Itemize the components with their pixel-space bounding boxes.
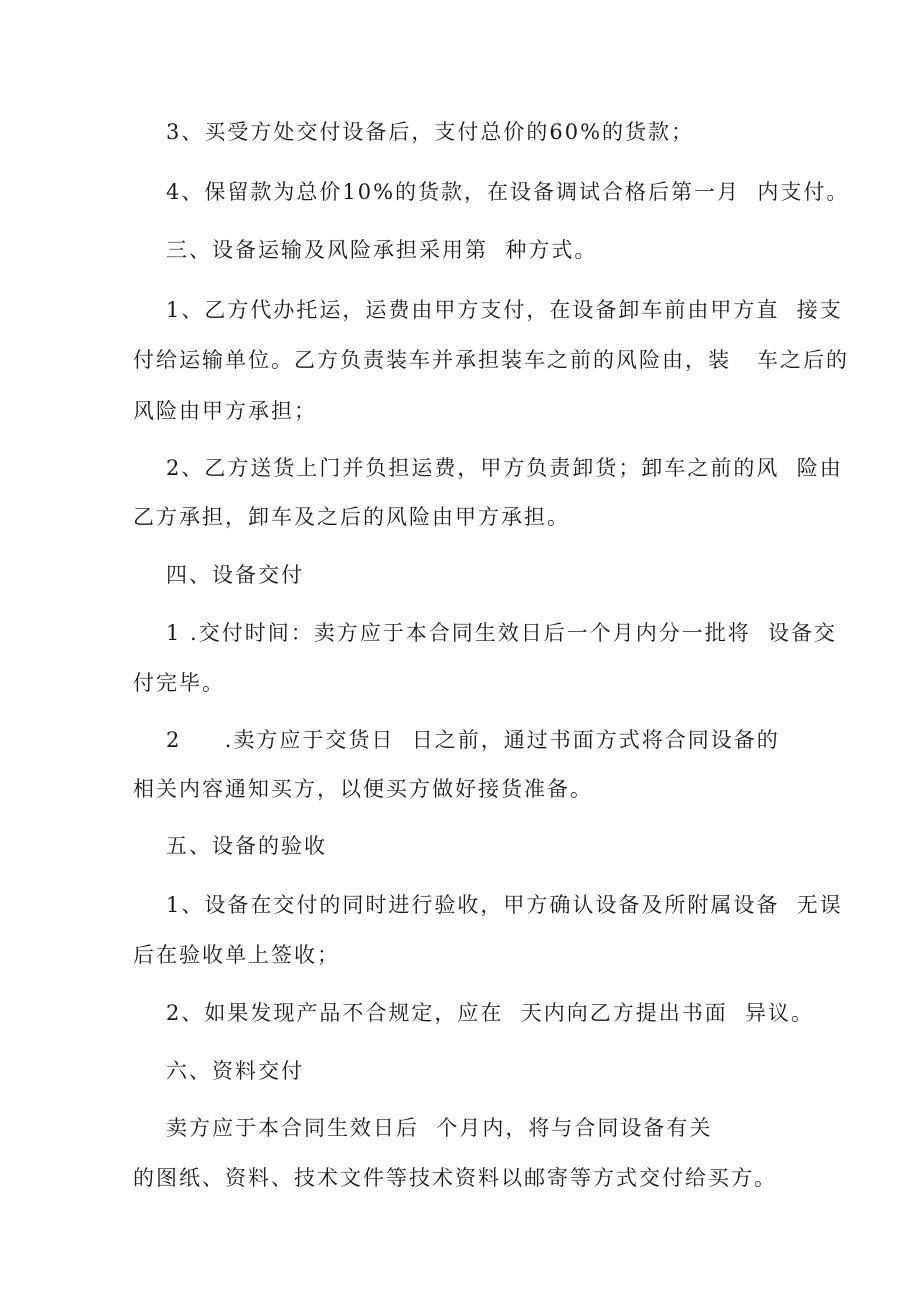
clause-delivery-1-line-2: 付完毕。 bbox=[133, 671, 225, 695]
clause-delivery-2-line-2: 相关内容通知买方，以便买方做好接货准备。 bbox=[133, 777, 593, 801]
clause-payment-4: 4、保留款为总价10%的货款，在设备调试合格后第一月 内支付。 bbox=[166, 180, 850, 204]
clause-transport-2-line-1: 2、乙方送货上门并负担运费，甲方负责卸货；卸车之前的风 险由 bbox=[166, 456, 843, 480]
clause-documents-line-1: 卖方应于本合同生效日后 个月内，将与合同设备有关 bbox=[166, 1116, 713, 1140]
section-6-heading: 六、资料交付 bbox=[166, 1059, 304, 1083]
clause-payment-3: 3、买受方处交付设备后，支付总价的60%的货款； bbox=[166, 120, 695, 144]
clause-transport-1-line-2: 付给运输单位。乙方负责装车并承担装车之前的风险由，装 车之后的 bbox=[133, 348, 850, 372]
section-4-heading: 四、设备交付 bbox=[166, 563, 304, 587]
clause-delivery-2-line-1: 2 .卖方应于交货日 日之前，通过书面方式将合同设备的 bbox=[166, 728, 780, 752]
clause-transport-2-line-2: 乙方承担，卸车及之后的风险由甲方承担。 bbox=[133, 505, 570, 529]
clause-transport-1-line-1: 1、乙方代办托运，运费由甲方支付，在设备卸车前由甲方直 接支 bbox=[166, 298, 843, 322]
clause-transport-1-line-3: 风险由甲方承担； bbox=[133, 399, 317, 423]
section-3-heading: 三、设备运输及风险承担采用第 种方式。 bbox=[166, 238, 598, 262]
clause-documents-line-2: 的图纸、资料、技术文件等技术资料以邮寄等方式交付给买方。 bbox=[133, 1166, 777, 1190]
clause-delivery-1-line-1: 1 .交付时间：卖方应于本合同生效日后一个月内分一批将 设备交 bbox=[166, 621, 838, 645]
clause-acceptance-1-line-1: 1、设备在交付的同时进行验收，甲方确认设备及所附属设备 无误 bbox=[166, 893, 843, 917]
section-5-heading: 五、设备的验收 bbox=[166, 834, 327, 858]
clause-acceptance-1-line-2: 后在验收单上签收； bbox=[133, 943, 340, 967]
clause-acceptance-2: 2、如果发现产品不合规定，应在 天内向乙方提出书面 异议。 bbox=[166, 1001, 815, 1025]
